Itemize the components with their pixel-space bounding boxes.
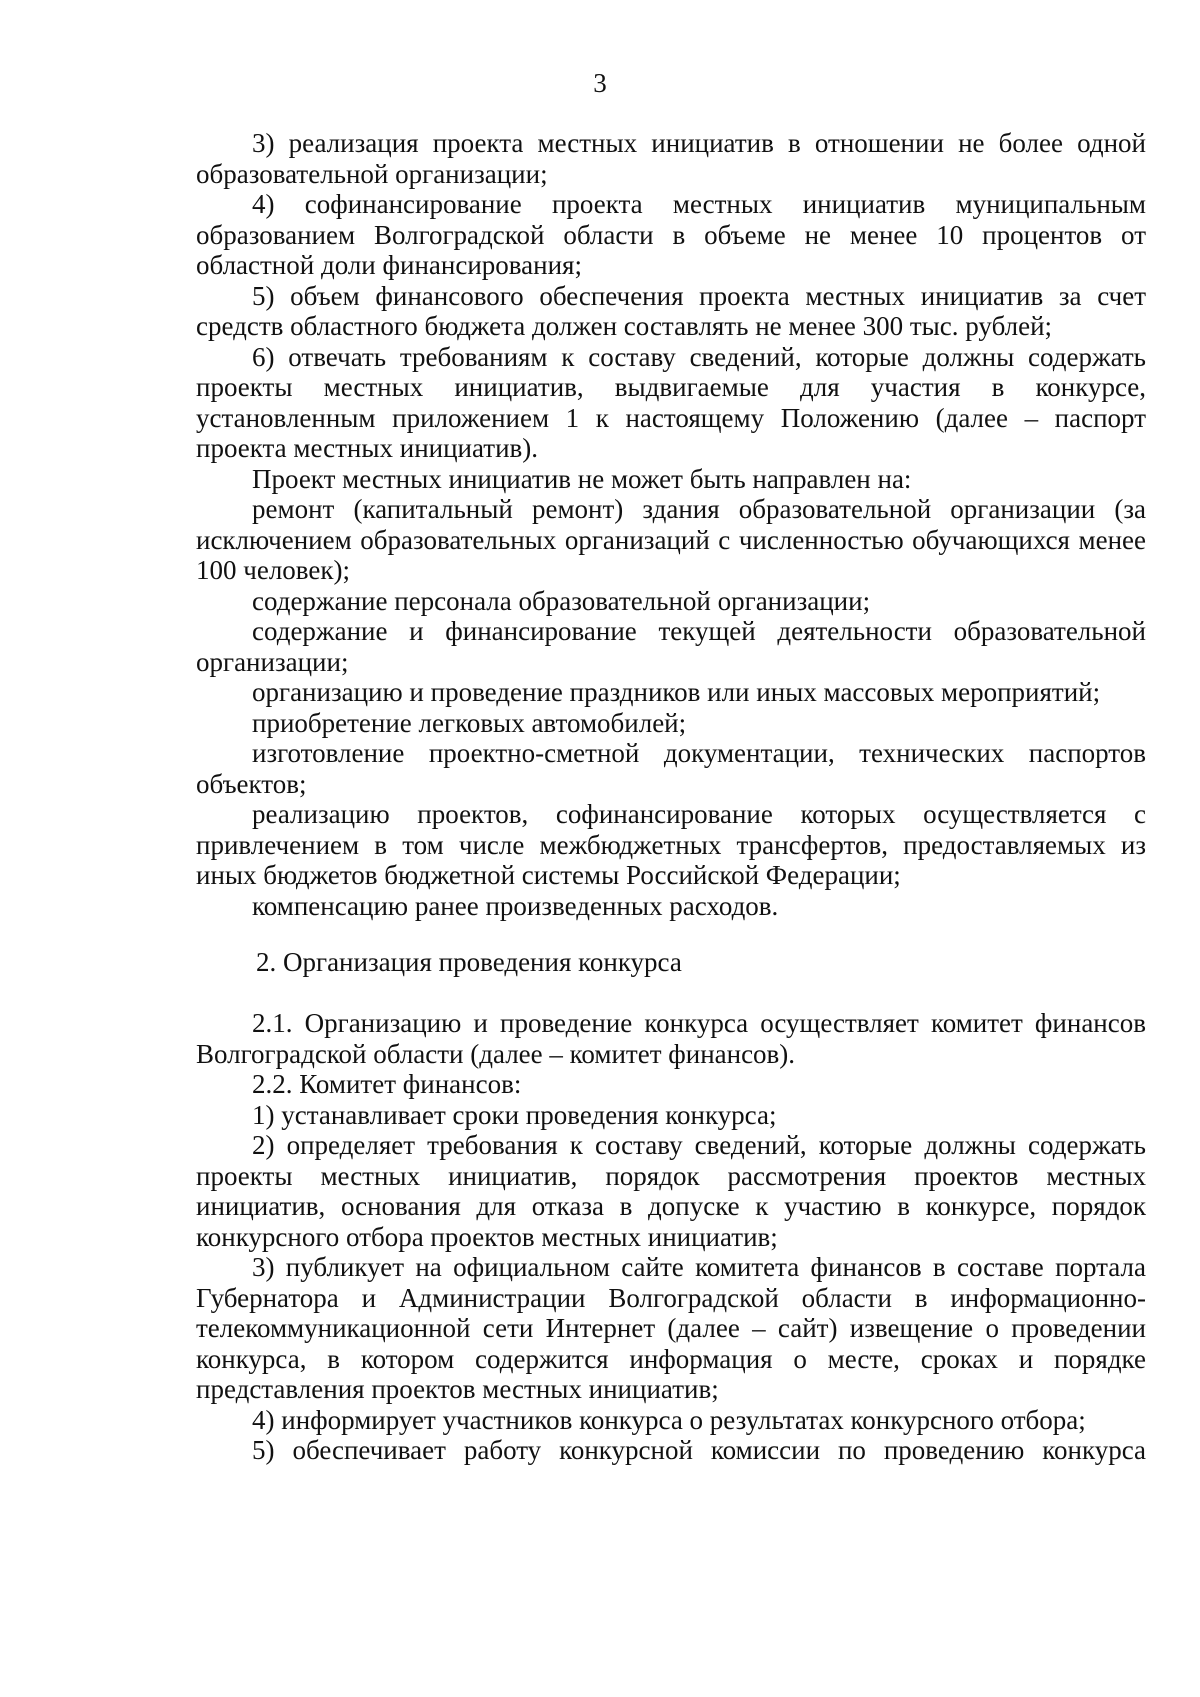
paragraph: Проект местных инициатив не может быть направлен на: (252, 463, 912, 494)
paragraph: 4) информирует участников конкурса о результатах конкурсного отбора; (252, 1404, 1086, 1435)
paragraph: 6) отвечать требованиям к составу сведений, которые должны содержать проекты местных инициатив, выдвигаемые для участия в конкурсе, установленным приложением 1 к настоящему Положению (далее – паспорт проекта местных инициатив). (196, 341, 1146, 463)
paragraph: изготовление проектно-сметной документации, технических паспортов объектов; (196, 738, 1146, 799)
paragraph: компенсацию ранее произведенных расходов. (252, 890, 779, 921)
paragraph: содержание персонала образовательной организации; (252, 585, 871, 616)
paragraph: 2.1. Организацию и проведение конкурса осуществляет комитет финансов Волгоградской области (далее – комитет финансов). (196, 1008, 1146, 1069)
paragraph: организацию и проведение праздников или иных массовых мероприятий; (252, 677, 1101, 707)
paragraph: 3) публикует на официальном сайте комитета финансов в составе портала Губернатора и Администрации Волгоградской области в информационно-телекоммуникационной сети Интернет (далее – сайт) извещение о проведении конкурса, в котором содержится информация о месте, сроках и порядке представления проектов местных инициатив; (196, 1252, 1146, 1404)
paragraph: 5) обеспечивает работу конкурсной комиссии по проведению конкурса (252, 1435, 1146, 1465)
paragraph: 3) реализация проекта местных инициатив в отношении не более одной образовательной организации; (196, 128, 1146, 189)
paragraph: приобретение легковых автомобилей; (252, 707, 687, 738)
paragraph: 1) устанавливает сроки проведения конкурса; (252, 1099, 777, 1130)
section-heading: 2. Организация проведения конкурса (256, 947, 682, 977)
paragraph: 4) софинансирование проекта местных инициатив муниципальным образованием Волгоградской области в объеме не менее 10 процентов от областной доли финансирования; (196, 189, 1146, 280)
paragraph: 5) объем финансового обеспечения проекта местных инициатив за счет средств областного бюджета должен составлять не менее 300 тыс. рублей; (196, 280, 1146, 341)
paragraph: 2.2. Комитет финансов: (252, 1069, 522, 1099)
paragraph: содержание и финансирование текущей деятельности образовательной организации; (196, 616, 1146, 677)
paragraph: реализацию проектов, софинансирование которых осуществляется с привлечением в том числе межбюджетных трансфертов, предоставляемых из иных бюджетов бюджетной системы Российской Федерации; (196, 799, 1146, 890)
document-body (196, 128, 1146, 1466)
page-number: 3 (593, 68, 607, 98)
paragraph: ремонт (капитальный ремонт) здания образовательной организации (за исключением образовательных организаций с численностью обучающихся менее 100 человек); (196, 494, 1146, 585)
paragraph: 2) определяет требования к составу сведений, которые должны содержать проекты местных инициатив, порядок рассмотрения проектов местных инициатив, основания для отказа в допуске к участию в конкурсе, порядок конкурсного отбора проектов местных инициатив; (196, 1130, 1146, 1252)
